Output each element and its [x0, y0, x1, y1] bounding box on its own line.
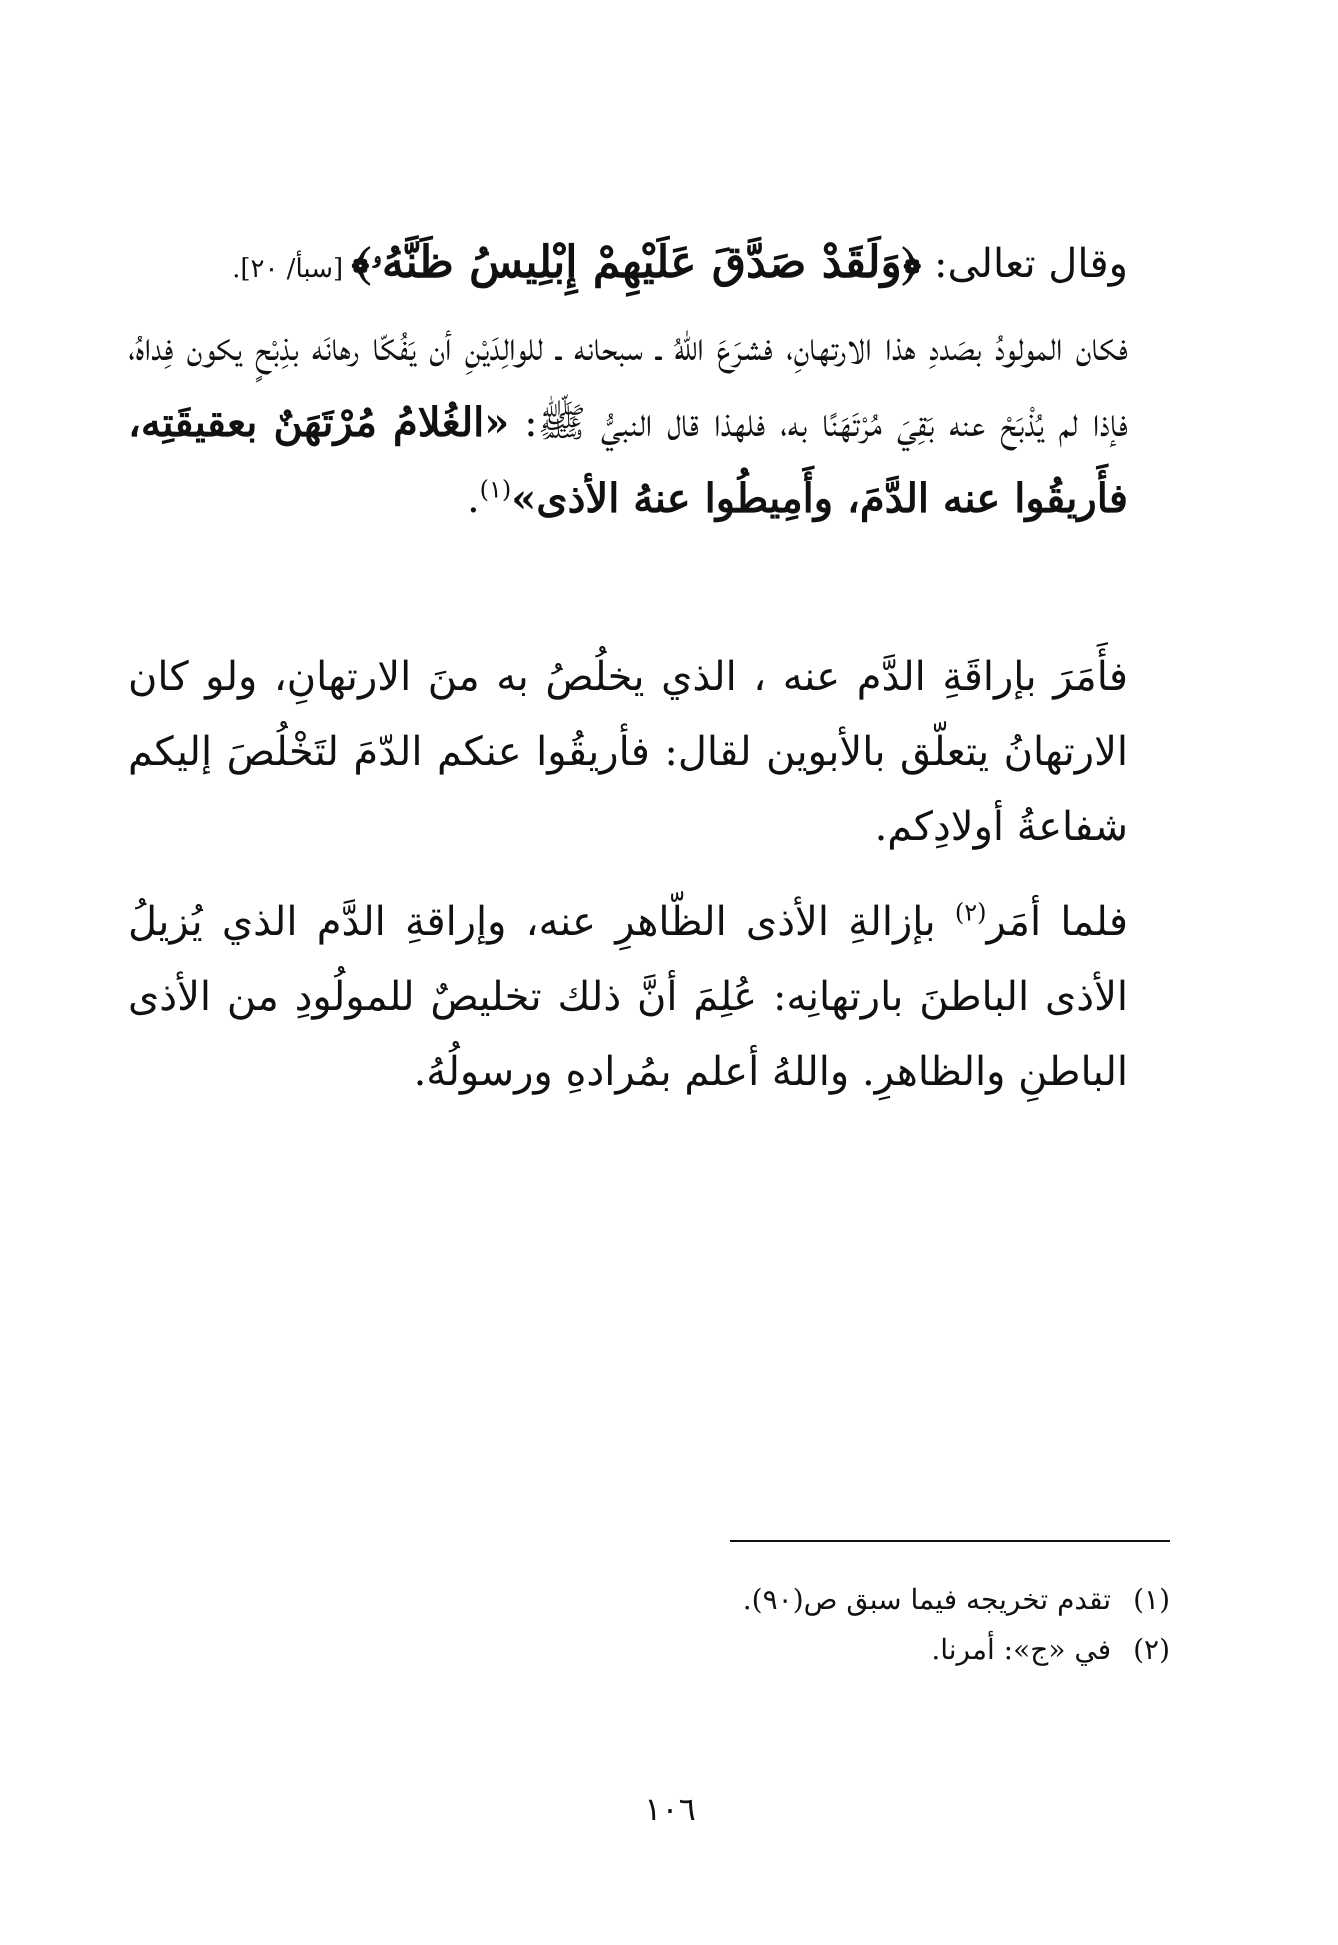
verse-intro: وقال تعالى: — [921, 241, 1128, 287]
paragraph-1-end: . — [466, 476, 480, 522]
footnotes — [560, 1575, 1170, 1675]
footnote-text: تقدم تخريجه فيما سبق ص(٩٠). — [742, 1583, 1112, 1616]
footnote-1 — [560, 1575, 1170, 1625]
footnote-marker-2[interactable]: (٢) — [954, 898, 987, 927]
footnote-divider — [730, 1540, 1170, 1542]
paragraph-3-text: بإزالةِ الأذى الظّاهرِ عنه، وإراقةِ الدَّم الذي يُزيلُ الأذى الباطنَ بارتهانِه: عُلِمَ أنَّ ذلك تخليصٌ للمولُودِ من الأذى الباطنِ والظاهرِ. واللهُ أعلم بمُرادهِ ورسولُهُ. — [128, 899, 1128, 1095]
paragraph-2-text: فأَمَرَ بإراقَةِ الدَّم عنه ، الذي يخلُصُ به منَ الارتهانِ، ولو كان الارتهانُ يتعلّق بالأبوين لقال: فأريقُوا عنكم الدّمَ لتَخْلُصَ إليكم شفاعةُ أولادِكم. — [128, 654, 1128, 850]
paragraph-1-text: فكان المولودُ بصَددِ هذا الارتهانِ، فشرَعَ اللهُ ـ سبحانه ـ للوالِدَيْنِ أن يَفُكّا رهانَه بذِبْحٍ يكون فِداهُ، فإذا لم يُذْبَحْ عنه بَقِيَ مُرْتَهَنًا به، فلهذا قال النبيُّ ﷺ: — [128, 324, 1129, 446]
verse-line — [128, 225, 1128, 307]
paragraph-3-start: فلما أمَر — [986, 899, 1128, 945]
quran-verse: ﴿وَلَقَدْ صَدَّقَ عَلَيْهِمْ إِبْلِيسُ ظَنَّهُۥ﴾ — [351, 237, 922, 288]
footnote-number: (٢) — [1133, 1633, 1170, 1666]
verse-reference: [سبأ/ ٢٠]. — [232, 254, 352, 284]
footnote-2 — [560, 1625, 1170, 1675]
footnote-number: (١) — [1133, 1583, 1170, 1616]
hadith-quote: «الغُلامُ مُرْتَهَنٌ بعقيقَتِه، فأَريقُوا عنه الدَّمَ، وأَمِيطُوا عنهُ الأذى» — [128, 399, 1128, 522]
footnote-marker-1[interactable]: (١) — [479, 475, 512, 504]
paragraph-3 — [128, 885, 1128, 1110]
paragraph-2 — [128, 640, 1128, 865]
footnote-text: في «ج»: أمرنا. — [931, 1633, 1112, 1666]
page-number: ١٠٦ — [644, 1790, 696, 1828]
paragraph-1 — [128, 310, 1128, 537]
